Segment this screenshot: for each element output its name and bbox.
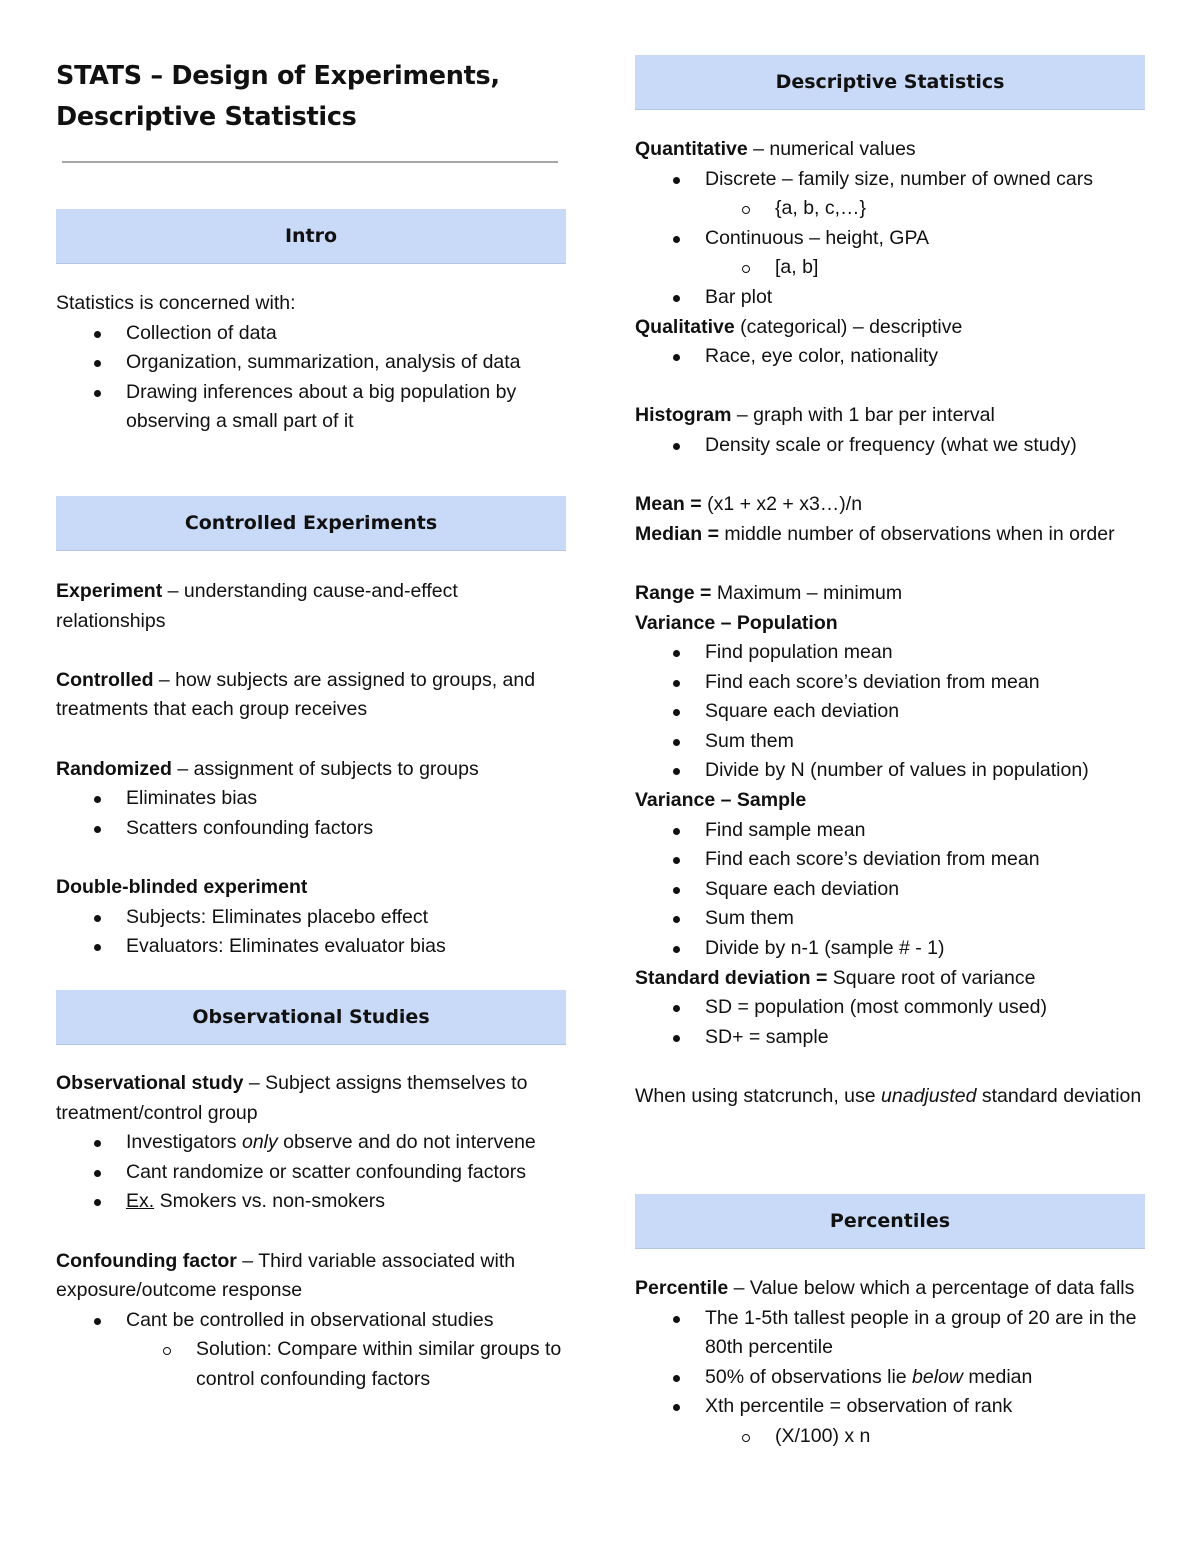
bullet-icon — [673, 1005, 680, 1012]
list-item: Subjects: Eliminates placebo effect — [56, 903, 568, 933]
hollow-bullet-icon — [742, 1434, 750, 1442]
double-blind-list — [56, 903, 568, 962]
hollow-bullet-icon — [163, 1347, 171, 1355]
descriptive-section — [635, 135, 1147, 1112]
bullet-icon — [673, 739, 680, 746]
bullet-icon — [94, 796, 101, 803]
sub-list-item: (X/100) x n — [635, 1422, 1147, 1452]
intro-header: Intro — [56, 209, 566, 264]
bullet-icon — [673, 680, 680, 687]
observational-definition: Observational study – Subject assigns themselves to treatment/control group — [56, 1072, 528, 1124]
intro-lead: Statistics is concerned with: — [56, 292, 296, 314]
page-title — [56, 56, 568, 138]
list-item: Xth percentile = observation of rank — [635, 1392, 1147, 1422]
list-item: Find each score’s deviation from mean — [635, 845, 1147, 875]
list-item: SD = population (most commonly used) — [635, 993, 1147, 1023]
bullet-icon — [673, 709, 680, 716]
sub-list-item: Solution: Compare within similar groups to control confounding factors — [56, 1335, 568, 1394]
bullet-icon — [673, 443, 680, 450]
list-item: Sum them — [635, 727, 1147, 757]
percentiles-header: Percentiles — [635, 1194, 1145, 1249]
bullet-icon — [94, 360, 101, 367]
bullet-icon — [673, 1316, 680, 1323]
list-item: The 1-5th tallest people in a group of 20 are in the 80th percentile — [635, 1304, 1147, 1363]
observational-list — [56, 1128, 568, 1217]
variance-sample-list — [635, 816, 1147, 964]
hollow-bullet-icon — [742, 265, 750, 273]
controlled-section — [56, 577, 568, 962]
histogram-list — [635, 431, 1147, 461]
bullet-icon — [94, 915, 101, 922]
title-line-1: STATS – Design of Experiments, — [56, 61, 500, 91]
bullet-icon — [94, 944, 101, 951]
list-item: Find each score’s deviation from mean — [635, 668, 1147, 698]
bullet-icon — [673, 295, 680, 302]
sub-list-item: [a, b] — [635, 253, 1147, 283]
standard-deviation-list — [635, 993, 1147, 1052]
confounding-definition: Confounding factor – Third variable associated with exposure/outcome response — [56, 1249, 516, 1302]
list-item: SD+ = sample — [635, 1023, 1147, 1053]
bullet-icon — [673, 946, 680, 953]
list-item: Continuous – height, GPA — [635, 224, 1147, 254]
double-blind-heading: Double-blinded experiment — [56, 875, 308, 898]
list-item: Race, eye color, nationality — [635, 342, 1147, 372]
qualitative-list — [635, 342, 1147, 372]
observational-studies-header: Observational Studies — [56, 990, 566, 1045]
observational-section — [56, 1069, 568, 1395]
bullet-icon — [94, 331, 101, 338]
variance-sample-heading: Variance – Sample — [635, 789, 807, 812]
bullet-icon — [673, 1035, 680, 1042]
bullet-icon — [673, 1375, 680, 1382]
percentile-definition: Percentile – Value below which a percentage of data falls — [635, 1277, 1135, 1299]
statcrunch-note: When using statcrunch, use unadjusted standard deviation — [635, 1085, 1142, 1107]
variance-population-heading: Variance – Population — [635, 611, 838, 634]
list-item: Bar plot — [635, 283, 1147, 313]
list-item: Square each deviation — [635, 875, 1147, 905]
controlled-definition: Controlled – how subjects are assigned to groups, and treatments that each group receives — [56, 668, 536, 721]
list-item: Collection of data — [56, 319, 568, 349]
percentiles-section — [635, 1274, 1147, 1452]
qualitative-definition: Qualitative (categorical) – descriptive — [635, 315, 963, 338]
list-item: Density scale or frequency (what we study) — [635, 431, 1147, 461]
list-item: Divide by n-1 (sample # - 1) — [635, 934, 1147, 964]
randomized-list — [56, 784, 568, 843]
hollow-bullet-icon — [742, 206, 750, 214]
list-item: Find population mean — [635, 638, 1147, 668]
controlled-experiments-header: Controlled Experiments — [56, 496, 566, 551]
standard-deviation-definition: Standard deviation = Square root of variance — [635, 966, 1036, 989]
list-item: Sum them — [635, 904, 1147, 934]
list-item: Eliminates bias — [56, 784, 568, 814]
list-item: Evaluators: Eliminates evaluator bias — [56, 932, 568, 962]
list-item: Investigators only observe and do not intervene — [56, 1128, 568, 1158]
confounding-list — [56, 1306, 568, 1395]
bullet-icon — [673, 1404, 680, 1411]
mean-definition: Mean = (x1 + x2 + x3…)/n — [635, 493, 863, 516]
bullet-icon — [673, 177, 680, 184]
bullet-icon — [673, 916, 680, 923]
list-item: Drawing inferences about a big population by observing a small part of it — [56, 378, 568, 437]
intro-list — [56, 319, 568, 437]
list-item: Cant be controlled in observational studies — [56, 1306, 568, 1336]
percentiles-list — [635, 1304, 1147, 1452]
bullet-icon — [673, 887, 680, 894]
bullet-icon — [673, 828, 680, 835]
intro-section — [56, 289, 568, 437]
list-item: Ex. Smokers vs. non-smokers — [56, 1187, 568, 1217]
bullet-icon — [94, 1318, 101, 1325]
bullet-icon — [94, 1199, 101, 1206]
sub-list-item: {a, b, c,…} — [635, 194, 1147, 224]
median-definition: Median = middle number of observations when in order — [635, 522, 1115, 545]
range-definition: Range = Maximum – minimum — [635, 581, 903, 604]
title-line-2: Descriptive Statistics — [56, 102, 357, 132]
bullet-icon — [94, 826, 101, 833]
list-item: Square each deviation — [635, 697, 1147, 727]
bullet-icon — [673, 768, 680, 775]
quantitative-list — [635, 165, 1147, 313]
bullet-icon — [673, 354, 680, 361]
list-item: Cant randomize or scatter confounding factors — [56, 1158, 568, 1188]
bullet-icon — [94, 1140, 101, 1147]
bullet-icon — [673, 857, 680, 864]
bullet-icon — [673, 650, 680, 657]
quantitative-definition: Quantitative – numerical values — [635, 138, 916, 160]
descriptive-statistics-header: Descriptive Statistics — [635, 55, 1145, 110]
randomized-definition: Randomized – assignment of subjects to groups — [56, 757, 479, 780]
variance-population-list — [635, 638, 1147, 786]
title-divider — [62, 161, 558, 163]
bullet-icon — [94, 390, 101, 397]
list-item: Find sample mean — [635, 816, 1147, 846]
experiment-definition: Experiment – understanding cause-and-effect relationships — [56, 580, 458, 632]
list-item: Organization, summarization, analysis of data — [56, 348, 568, 378]
list-item: Discrete – family size, number of owned cars — [635, 165, 1147, 195]
bullet-icon — [673, 236, 680, 243]
list-item: 50% of observations lie below median — [635, 1363, 1147, 1393]
bullet-icon — [94, 1170, 101, 1177]
list-item: Divide by N (number of values in population) — [635, 756, 1147, 786]
list-item: Scatters confounding factors — [56, 814, 568, 844]
histogram-definition: Histogram – graph with 1 bar per interval — [635, 404, 995, 427]
